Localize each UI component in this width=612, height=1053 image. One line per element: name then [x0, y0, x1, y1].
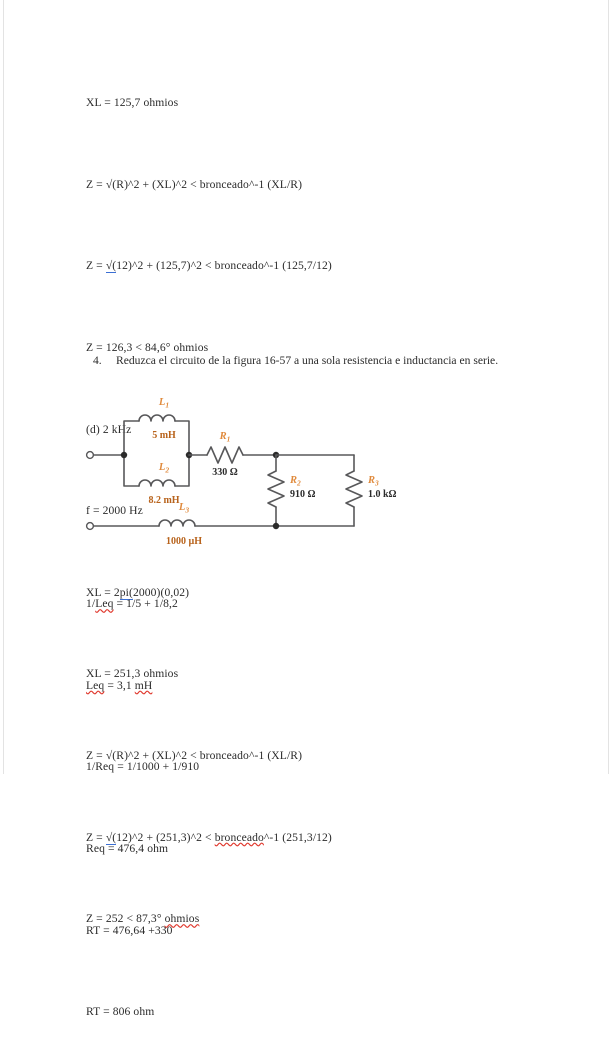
terminal-top-left [87, 452, 94, 459]
line-text-post: 2000)(0,02) [132, 585, 190, 599]
line-text: Req = 476,4 ohm [86, 842, 169, 856]
grammar-marked-text: √( [105, 830, 117, 844]
problem-item [93, 353, 563, 369]
page-edge-left [3, 0, 4, 774]
circuit-schematic-svg [84, 388, 397, 558]
line-text-post: 12)^2 + (125,7)^2 < bronceado^-1 (125,7/12) [116, 259, 332, 273]
label-L1: $L_1$ [158, 397, 170, 410]
line-text: f = 2000 Hz [86, 504, 143, 518]
line-text-pre: Z = [86, 259, 106, 273]
terminal-bottom-left [87, 523, 94, 530]
text-line [68, 889, 546, 971]
inductor-L3-coil [159, 520, 195, 526]
line-text: Z = √(R)^2 + (XL)^2 < bronceado^-1 (XL/R) [86, 749, 303, 763]
label-L2: $L_2$ [158, 462, 170, 475]
line-text-pre: Z = [86, 830, 106, 844]
text-line [68, 645, 546, 727]
value-L2: 8.2 mH [148, 495, 180, 506]
page-edge-right [608, 0, 609, 774]
line-text: RT = 806 ohm [86, 1005, 155, 1019]
resistor-R3-zigzag [346, 471, 362, 507]
value-R1: 330 Ω [212, 467, 238, 478]
wire-l1-right [175, 421, 189, 455]
text-line [68, 808, 546, 890]
line-text: Z = √(R)^2 + (XL)^2 < bronceado^-1 (XL/R) [86, 177, 303, 191]
line-text-mid: 12)^2 + (251,3)^2 < [116, 830, 215, 844]
line-text: 1/Req = 1/1000 + 1/910 [86, 760, 200, 774]
line-text-pre: Z = 252 < 87,3° [86, 912, 165, 926]
line-text-pre: XL = 2 [86, 585, 120, 599]
problem-statement: Reduzca el circuito de la figura 16-57 a una sola resistencia e inductancia en serie. [116, 354, 499, 367]
text-line [68, 307, 546, 389]
spellcheck-marked-text: Leq [86, 678, 105, 692]
value-L1: 5 mH [152, 430, 176, 441]
value-R3: 1.0 kΩ [368, 489, 397, 500]
spellcheck-marked-text-2: mH [134, 678, 153, 692]
circuit-figure [84, 388, 397, 558]
spellcheck-marked-text: ohmios [164, 912, 200, 926]
node-dot-left [121, 452, 127, 458]
inductor-L1-coil [139, 415, 175, 421]
wire-l1-left [124, 421, 139, 455]
inductor-L2-coil [139, 480, 175, 486]
label-L3: $L_3$ [178, 502, 190, 515]
line-text: XL = 125,7 ohmios [86, 96, 179, 110]
label-R3: $R_3$ [368, 475, 379, 488]
label-R2: $R_2$ [290, 475, 301, 488]
lower-solution-block [68, 563, 546, 1053]
label-R1: $R_1$ [219, 431, 231, 444]
line-text-pre: 1/ [86, 597, 96, 611]
wire-l2-right [175, 455, 189, 486]
line-text: Z = 126,3 < 84,6° ohmios [86, 341, 209, 355]
text-line [68, 144, 546, 226]
spellcheck-marked-text: bronceado [214, 830, 264, 844]
node-dot-bottom [273, 523, 279, 529]
grammar-marked-text: √( [105, 259, 117, 273]
line-text-post: ^-1 (251,3/12) [263, 830, 332, 844]
value-R2: 910 Ω [290, 489, 316, 500]
line-text-mid: = 3,1 [104, 678, 135, 692]
resistor-R1-zigzag [207, 447, 243, 463]
line-text: (d) 2 kHz [86, 422, 132, 436]
text-line [68, 62, 546, 144]
line-text: XL = 251,3 ohmios [86, 667, 179, 681]
grammar-marked-text: pi( [119, 585, 133, 599]
value-L3: 1000 µH [165, 536, 203, 547]
text-line [68, 563, 546, 645]
line-text-post: = 1/5 + 1/8,2 [113, 597, 178, 611]
line-text: RT = 476,64 +330 [86, 923, 173, 937]
resistor-R2-zigzag [268, 471, 284, 507]
text-line [68, 225, 546, 307]
problem-number: 4. [93, 354, 102, 367]
wire-l2-left [124, 455, 139, 486]
spellcheck-marked-text: Leq [95, 597, 114, 611]
text-line [68, 726, 546, 808]
text-line [68, 971, 546, 1053]
